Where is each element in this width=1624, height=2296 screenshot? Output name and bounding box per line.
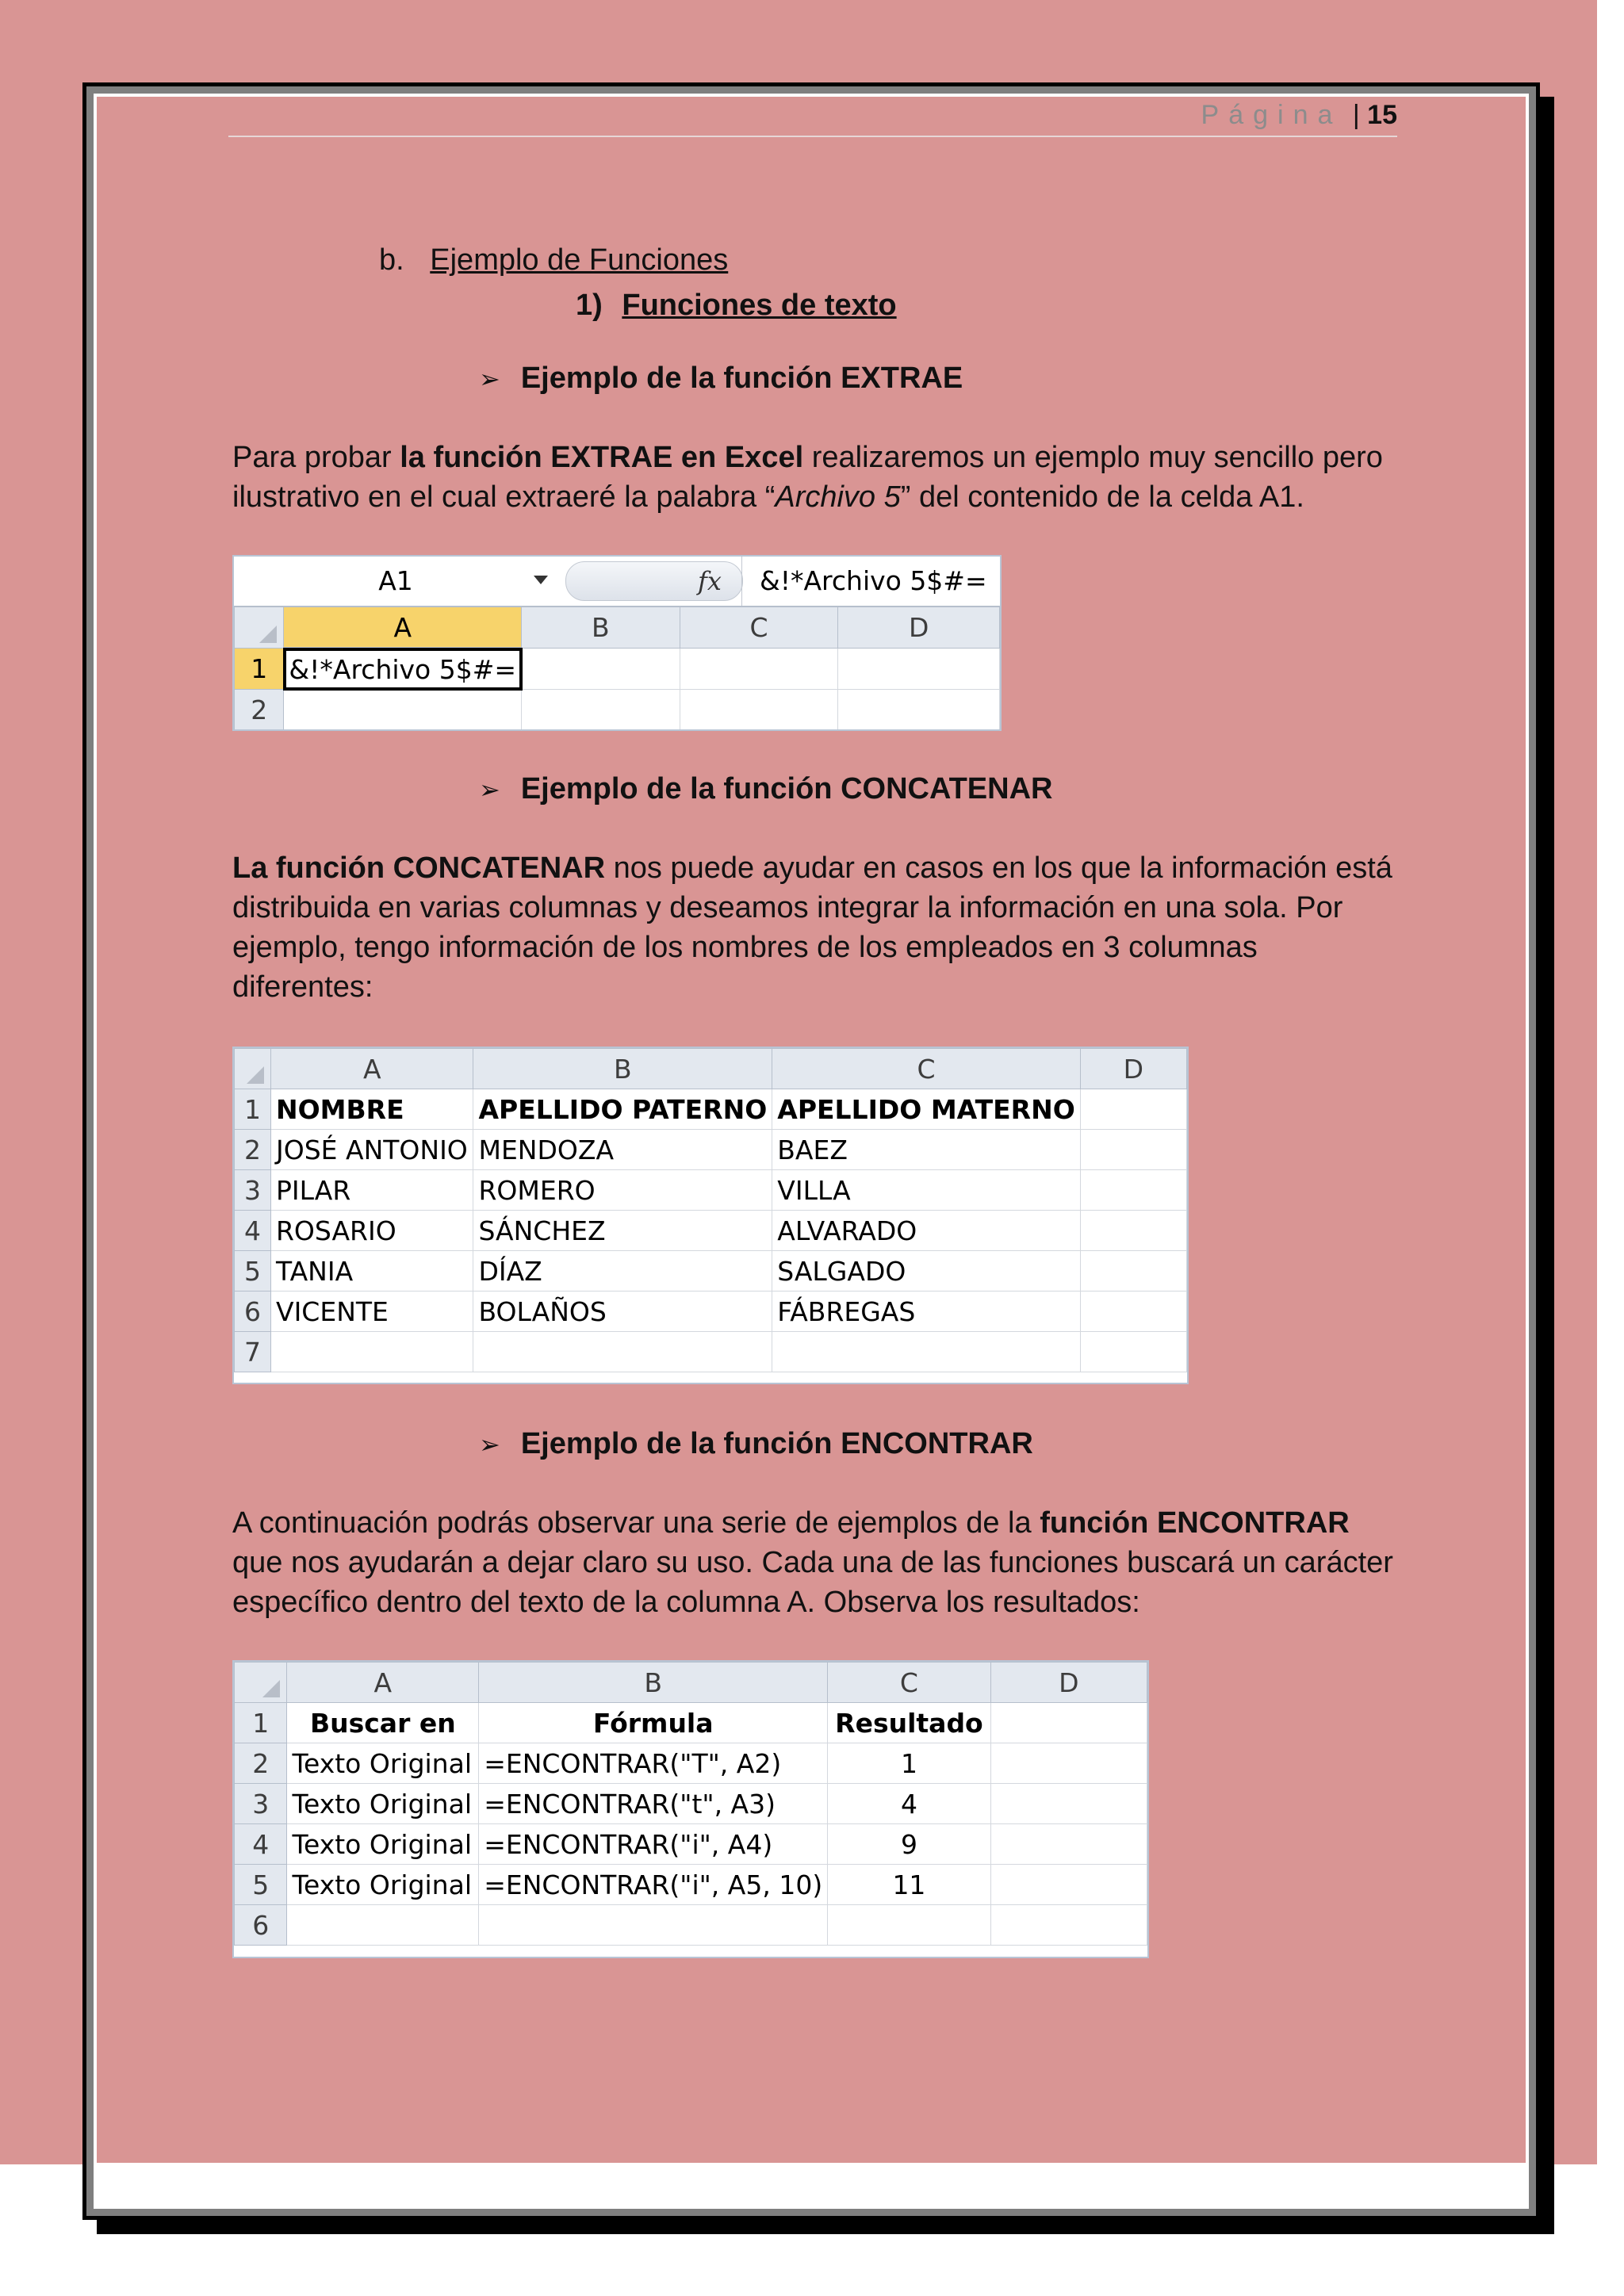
cell[interactable]: Texto Original xyxy=(287,1743,479,1784)
row-number[interactable]: 3 xyxy=(235,1170,271,1211)
cell[interactable]: ROMERO xyxy=(473,1170,772,1211)
column-header[interactable]: B xyxy=(479,1663,828,1703)
concatenar-para-rest: nos puede ayudar en casos en los que la información está distribuida en varias columnas y deseamos integrar la información en una sola. Por ejemplo, tengo información de los nombres de los empleados en 3 columnas diferentes: xyxy=(232,851,1392,1004)
cell[interactable] xyxy=(1080,1170,1186,1211)
column-header-row xyxy=(235,1663,1147,1703)
column-header[interactable]: D xyxy=(990,1663,1147,1703)
cell[interactable]: APELLIDO MATERNO xyxy=(772,1089,1081,1130)
column-header[interactable]: D xyxy=(838,607,1000,649)
extrae-paragraph xyxy=(232,438,1422,517)
formula-input[interactable]: &!*Archivo 5$#= xyxy=(741,557,1000,606)
cell[interactable]: NOMBRE xyxy=(271,1089,473,1130)
row-number[interactable]: 1 xyxy=(235,649,284,690)
cell[interactable] xyxy=(990,1743,1147,1784)
cell[interactable] xyxy=(680,649,838,690)
cell[interactable] xyxy=(473,1332,772,1372)
table-row xyxy=(235,1292,1187,1332)
cell[interactable]: MENDOZA xyxy=(473,1130,772,1170)
section-letter: b. xyxy=(379,243,404,277)
arrow-bullet-icon: ➢ xyxy=(479,775,500,804)
cell[interactable]: VILLA xyxy=(772,1170,1081,1211)
cell[interactable]: 4 xyxy=(828,1784,991,1824)
page-header xyxy=(228,99,1397,137)
cell[interactable]: APELLIDO PATERNO xyxy=(473,1089,772,1130)
encontrar-heading xyxy=(479,1424,1033,1464)
row-number[interactable]: 1 xyxy=(235,1089,271,1130)
column-header-row xyxy=(235,607,1000,649)
extrae-heading-text: Ejemplo de la función EXTRAE xyxy=(520,362,963,395)
cell[interactable]: Texto Original xyxy=(287,1824,479,1865)
table-row xyxy=(235,1170,1187,1211)
name-box[interactable]: A1 xyxy=(378,565,413,596)
cell[interactable]: =ENCONTRAR("t", A3) xyxy=(479,1784,828,1824)
row-number[interactable]: 3 xyxy=(235,1784,287,1824)
cell[interactable]: VICENTE xyxy=(271,1292,473,1332)
cell[interactable] xyxy=(287,1905,479,1946)
row-number[interactable]: 1 xyxy=(235,1703,287,1743)
subsection-title: Funciones de texto xyxy=(622,289,897,322)
cell[interactable] xyxy=(772,1332,1081,1372)
extrae-spreadsheet xyxy=(232,555,1002,731)
cell[interactable]: DÍAZ xyxy=(473,1251,772,1292)
extrae-para-italic: Archivo 5 xyxy=(775,480,901,514)
cell[interactable] xyxy=(1080,1211,1186,1251)
cell[interactable]: =ENCONTRAR("i", A4) xyxy=(479,1824,828,1865)
concatenar-paragraph xyxy=(232,848,1398,1007)
cell[interactable]: 11 xyxy=(828,1865,991,1905)
cell[interactable] xyxy=(838,690,1000,730)
row-number[interactable]: 4 xyxy=(235,1211,271,1251)
sheet-grid xyxy=(234,607,1000,730)
cell[interactable] xyxy=(479,1905,828,1946)
extrae-para-prefix: Para probar xyxy=(232,441,400,474)
table-row xyxy=(235,1332,1187,1372)
select-all-corner[interactable] xyxy=(235,1049,271,1089)
table-row xyxy=(235,1251,1187,1292)
table-row xyxy=(235,1905,1147,1946)
column-header-row xyxy=(235,1049,1187,1089)
encontrar-heading-text: Ejemplo de la función ENCONTRAR xyxy=(520,1427,1033,1460)
row-number[interactable]: 2 xyxy=(235,1130,271,1170)
cell[interactable]: PILAR xyxy=(271,1170,473,1211)
cell[interactable] xyxy=(1080,1292,1186,1332)
frame-bottom-band xyxy=(97,2163,1526,2206)
subsection-heading xyxy=(576,285,897,325)
cell[interactable] xyxy=(522,649,680,690)
encontrar-para-bold: función ENCONTRAR xyxy=(1040,1506,1350,1540)
row-number[interactable]: 6 xyxy=(235,1905,287,1946)
concatenar-para-bold: La función CONCATENAR xyxy=(232,851,606,885)
table-row xyxy=(235,690,1000,730)
encontrar-para-prefix: A continuación podrás observar una serie de ejemplos de la xyxy=(232,1506,1040,1540)
row-number[interactable]: 7 xyxy=(235,1332,271,1372)
cell[interactable]: ROSARIO xyxy=(271,1211,473,1251)
cell[interactable] xyxy=(522,690,680,730)
column-header[interactable]: B xyxy=(473,1049,772,1089)
chevron-down-icon[interactable] xyxy=(534,576,548,584)
cell[interactable]: Fórmula xyxy=(479,1703,828,1743)
extrae-heading xyxy=(479,358,963,399)
formula-bar xyxy=(234,557,1000,607)
cell[interactable]: JOSÉ ANTONIO xyxy=(271,1130,473,1170)
cell[interactable] xyxy=(990,1865,1147,1905)
table-row xyxy=(235,1865,1147,1905)
table-row xyxy=(235,1743,1147,1784)
section-title: Ejemplo de Funciones xyxy=(430,243,729,277)
row-number[interactable]: 6 xyxy=(235,1292,271,1332)
cell[interactable]: Texto Original xyxy=(287,1865,479,1905)
page-separator: | xyxy=(1352,100,1360,130)
page-number: 15 xyxy=(1367,100,1397,130)
table-row xyxy=(235,1089,1187,1130)
select-all-corner[interactable] xyxy=(235,607,284,649)
concatenar-heading-text: Ejemplo de la función CONCATENAR xyxy=(520,772,1053,806)
arrow-bullet-icon: ➢ xyxy=(479,365,500,393)
row-number[interactable]: 2 xyxy=(235,1743,287,1784)
column-header[interactable]: D xyxy=(1080,1049,1186,1089)
row-number[interactable]: 5 xyxy=(235,1865,287,1905)
cell[interactable] xyxy=(990,1824,1147,1865)
table-row xyxy=(235,649,1000,690)
cell[interactable] xyxy=(271,1332,473,1372)
fx-icon[interactable]: fx xyxy=(698,566,722,596)
column-header[interactable]: C xyxy=(772,1049,1081,1089)
cell[interactable]: TANIA xyxy=(271,1251,473,1292)
cell[interactable] xyxy=(1080,1332,1186,1372)
encontrar-para-suffix: que nos ayudarán a dejar claro su uso. Cada una de las funciones buscará un carácter específico dentro del texto de la columna A. Observa los resultados: xyxy=(232,1546,1393,1619)
column-header[interactable]: A xyxy=(287,1663,479,1703)
cell[interactable]: BAEZ xyxy=(772,1130,1081,1170)
cell[interactable]: SALGADO xyxy=(772,1251,1081,1292)
cell[interactable]: BOLAÑOS xyxy=(473,1292,772,1332)
row-number[interactable]: 5 xyxy=(235,1251,271,1292)
cell[interactable]: Texto Original xyxy=(287,1784,479,1824)
cell[interactable] xyxy=(1080,1089,1186,1130)
arrow-bullet-icon: ➢ xyxy=(479,1430,500,1459)
cell[interactable] xyxy=(990,1784,1147,1824)
subsection-number: 1) xyxy=(576,289,603,322)
table-row xyxy=(235,1211,1187,1251)
extrae-para-mid: realizaremos un ejemplo muy sencillo pero ilustrativo en el cual extraeré la palabra “ xyxy=(232,441,1383,514)
sheet-grid xyxy=(234,1048,1187,1372)
cell[interactable]: FÁBREGAS xyxy=(772,1292,1081,1332)
extrae-para-suffix: ” del contenido de la celda A1. xyxy=(900,480,1304,514)
table-row xyxy=(235,1784,1147,1824)
column-header[interactable]: C xyxy=(680,607,838,649)
row-number[interactable]: 4 xyxy=(235,1824,287,1865)
table-row xyxy=(235,1130,1187,1170)
cell[interactable]: ALVARADO xyxy=(772,1211,1081,1251)
cell[interactable]: =ENCONTRAR("i", A5, 10) xyxy=(479,1865,828,1905)
cell[interactable] xyxy=(284,690,522,730)
cell[interactable] xyxy=(680,690,838,730)
cell[interactable]: SÁNCHEZ xyxy=(473,1211,772,1251)
cell[interactable] xyxy=(1080,1130,1186,1170)
column-header[interactable]: B xyxy=(522,607,680,649)
cell[interactable]: 1 xyxy=(828,1743,991,1784)
section-heading xyxy=(379,240,728,280)
cell[interactable]: =ENCONTRAR("T", A2) xyxy=(479,1743,828,1784)
select-all-corner[interactable] xyxy=(235,1663,287,1703)
encontrar-spreadsheet xyxy=(232,1660,1149,1958)
row-number[interactable]: 2 xyxy=(235,690,284,730)
cell[interactable] xyxy=(828,1905,991,1946)
column-header[interactable]: A xyxy=(271,1049,473,1089)
table-row xyxy=(235,1824,1147,1865)
column-header[interactable]: C xyxy=(828,1663,991,1703)
cell[interactable] xyxy=(990,1905,1147,1946)
cell[interactable] xyxy=(990,1703,1147,1743)
sheet-grid xyxy=(234,1662,1147,1946)
cell[interactable]: 9 xyxy=(828,1824,991,1865)
concatenar-spreadsheet xyxy=(232,1047,1189,1384)
encontrar-paragraph xyxy=(232,1503,1398,1622)
cell[interactable]: Resultado xyxy=(828,1703,991,1743)
cell[interactable]: &!*Archivo 5$#= xyxy=(284,649,522,690)
extrae-para-bold: la función EXTRAE en Excel xyxy=(400,441,804,474)
cell[interactable]: Buscar en xyxy=(287,1703,479,1743)
cell[interactable] xyxy=(838,649,1000,690)
page-label: Página xyxy=(1201,100,1342,130)
column-header[interactable]: A xyxy=(284,607,522,649)
table-row xyxy=(235,1703,1147,1743)
concatenar-heading xyxy=(479,769,1052,809)
cell[interactable] xyxy=(1080,1251,1186,1292)
